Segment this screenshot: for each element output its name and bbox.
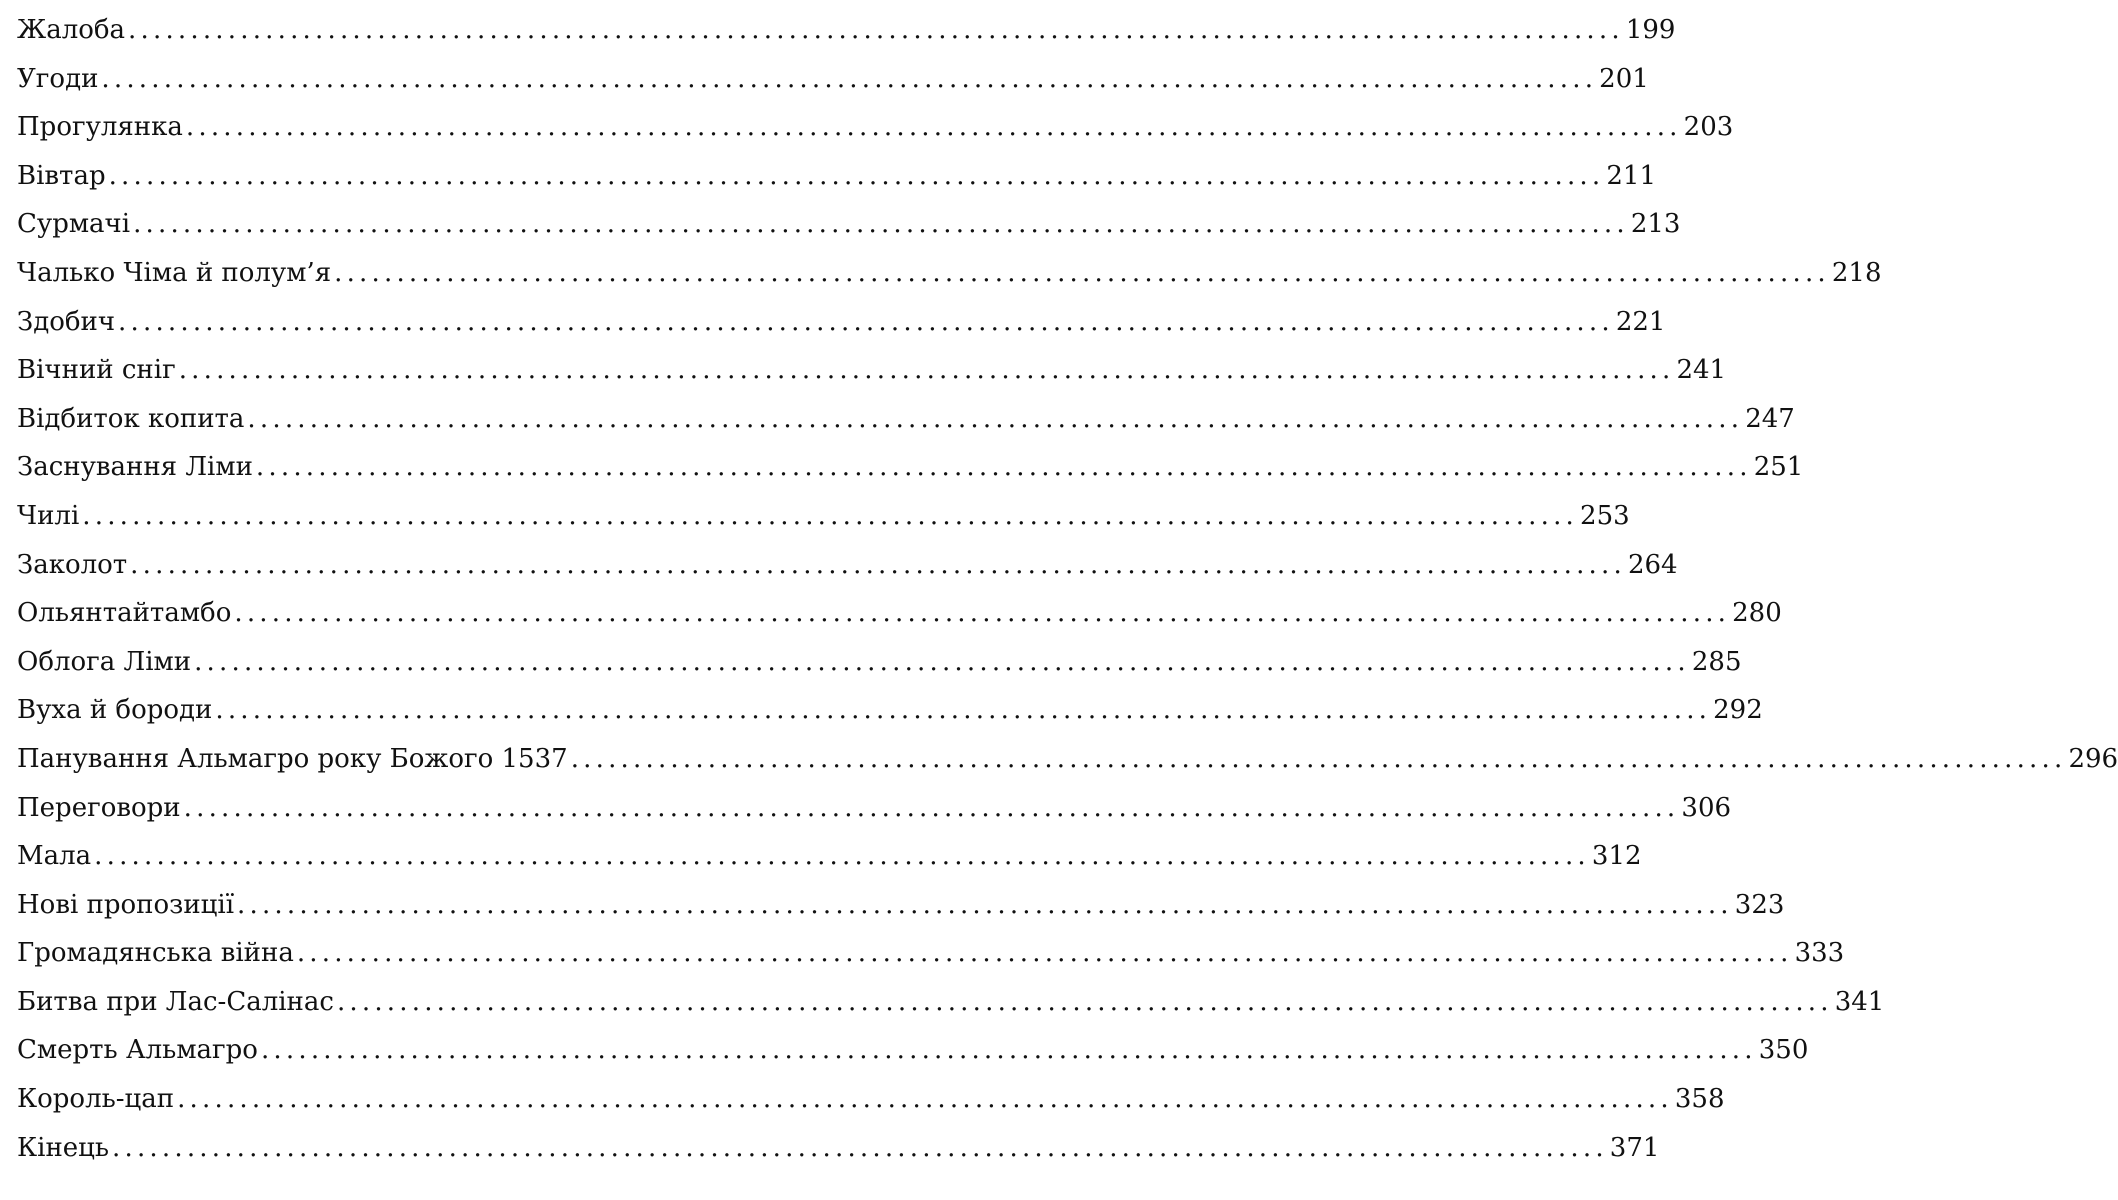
toc-entry-title: Сурмачі: [17, 209, 131, 240]
toc-entry-title: Смерть Альмагро: [17, 1035, 258, 1066]
toc-entry-page: 292: [1713, 695, 1763, 726]
toc-entry-page: 218: [1831, 257, 1882, 288]
toc-entry-page: 221: [1615, 306, 1666, 337]
toc-entry-title: Король-цап: [17, 1084, 175, 1115]
dot-leader: ........................................................................................................................: [570, 743, 2067, 774]
toc-entry: [17, 541, 1678, 590]
toc-entry-page: 323: [1734, 889, 1785, 920]
toc-entry-page: 296: [2068, 743, 2118, 774]
toc-entry-page: 280: [1732, 598, 1782, 629]
dot-leader: ........................................................................................................................: [185, 112, 1682, 143]
toc-entry: [17, 735, 2118, 784]
toc-entry-page: 203: [1683, 112, 1734, 143]
toc-entry: [17, 832, 1642, 881]
toc-entry-title: Вуха й бороди: [17, 695, 213, 726]
toc-entry-page: 306: [1681, 792, 1732, 823]
toc-entry-title: Громадянська війна: [17, 938, 294, 969]
dot-leader: ........................................................................................................................: [128, 15, 1624, 45]
dot-leader: ........................................................................................................................: [247, 403, 1744, 434]
toc-entry-title: Заснування Ліми: [17, 452, 253, 483]
dot-leader: ........................................................................................................................: [101, 63, 1598, 94]
toc-entry-page: 264: [1627, 549, 1678, 580]
toc-entry: [17, 881, 1785, 930]
table-of-contents: [17, 6, 2118, 1200]
toc-entry: [17, 443, 1804, 492]
toc-entry-title: Нові пропозиції: [17, 889, 235, 920]
dot-leader: ........................................................................................................................: [112, 1132, 1608, 1163]
toc-entry-title: Здобич: [17, 306, 116, 337]
toc-entry-title: Панування Альмагро року Божого 1537: [17, 743, 568, 774]
dot-leader: ........................................................................................................................: [336, 986, 1833, 1017]
toc-entry: [17, 784, 1732, 833]
toc-entry: [17, 978, 1885, 1027]
toc-entry: [17, 638, 1742, 687]
dot-leader: ........................................................................................................................: [194, 646, 1690, 677]
dot-leader: ........................................................................................................................: [130, 549, 1626, 580]
toc-entry: [17, 686, 1763, 735]
toc-entry-page: 341: [1834, 986, 1885, 1017]
toc-entry-page: 241: [1676, 355, 1727, 386]
toc-entry: [17, 395, 1795, 444]
toc-entry-title: Облога Ліми: [17, 646, 192, 677]
dot-leader: ........................................................................................................................: [234, 598, 1731, 629]
toc-entry: [17, 589, 1782, 638]
toc-entry-title: Вічний сніг: [17, 355, 176, 386]
toc-entry: [17, 55, 1649, 104]
toc-entry-page: 201: [1599, 63, 1649, 94]
toc-entry: [17, 103, 1734, 152]
toc-entry-page: 350: [1758, 1035, 1809, 1066]
dot-leader: ........................................................................................................................: [108, 160, 1605, 191]
toc-entry-title: Кінець: [17, 1132, 110, 1163]
toc-entry-page: 199: [1625, 15, 1676, 45]
dot-leader: ........................................................................................................................: [237, 889, 1733, 920]
toc-entry-title: Чалько Чіма й полум’я: [17, 257, 332, 288]
toc-entry: [17, 298, 1666, 347]
toc-entry-page: 251: [1753, 452, 1804, 483]
toc-entry: [17, 492, 1630, 541]
toc-entry-title: Переговори: [17, 792, 181, 823]
toc-entry-page: 312: [1591, 841, 1642, 872]
toc-entry: [17, 1124, 1660, 1173]
toc-entry: [17, 929, 1845, 978]
dot-leader: ........................................................................................................................: [260, 1035, 1757, 1066]
dot-leader: ........................................................................................................................: [82, 500, 1579, 531]
dot-leader: ........................................................................................................................: [183, 792, 1680, 823]
toc-entry-title: Чилі: [17, 500, 80, 531]
toc-entry-page: 333: [1794, 938, 1845, 969]
dot-leader: ........................................................................................................................: [118, 306, 1614, 337]
toc-entry: [17, 1075, 1725, 1124]
toc-entry-page: 211: [1606, 160, 1656, 191]
dot-leader: ........................................................................................................................: [334, 257, 1830, 288]
toc-entry: [17, 346, 1727, 395]
dot-leader: ........................................................................................................................: [178, 355, 1675, 386]
toc-entry-page: 247: [1745, 403, 1795, 434]
dot-leader: ........................................................................................................................: [94, 841, 1590, 872]
toc-entry-page: 253: [1580, 500, 1630, 531]
toc-entry-title: Відбиток копита: [17, 403, 245, 434]
toc-entry-title: Мала: [17, 841, 92, 872]
toc-entry-page: 371: [1609, 1132, 1660, 1163]
dot-leader: ........................................................................................................................: [133, 209, 1629, 240]
toc-entry: [17, 200, 1681, 249]
dot-leader: ........................................................................................................................: [296, 938, 1793, 969]
toc-entry-page: 213: [1630, 209, 1681, 240]
toc-entry: [17, 6, 1676, 55]
toc-entry: [17, 152, 1656, 201]
toc-entry-title: Заколот: [17, 549, 128, 580]
toc-entry-title: Ольянтайтамбо: [17, 598, 232, 629]
dot-leader: ........................................................................................................................: [255, 452, 1752, 483]
dot-leader: ........................................................................................................................: [177, 1084, 1673, 1115]
dot-leader: ........................................................................................................................: [215, 695, 1712, 726]
toc-entry-title: Угоди: [17, 63, 99, 94]
toc-entry-title: Вівтар: [17, 160, 106, 191]
toc-entry-title: Прогулянка: [17, 112, 183, 143]
toc-entry: [17, 249, 1882, 298]
toc-entry-page: 285: [1691, 646, 1742, 677]
toc-entry-title: Битва при Лас-Салінас: [17, 986, 334, 1017]
toc-entry-title: Жалоба: [17, 15, 126, 45]
toc-entry-page: 358: [1674, 1084, 1725, 1115]
toc-entry: [17, 1026, 1809, 1075]
